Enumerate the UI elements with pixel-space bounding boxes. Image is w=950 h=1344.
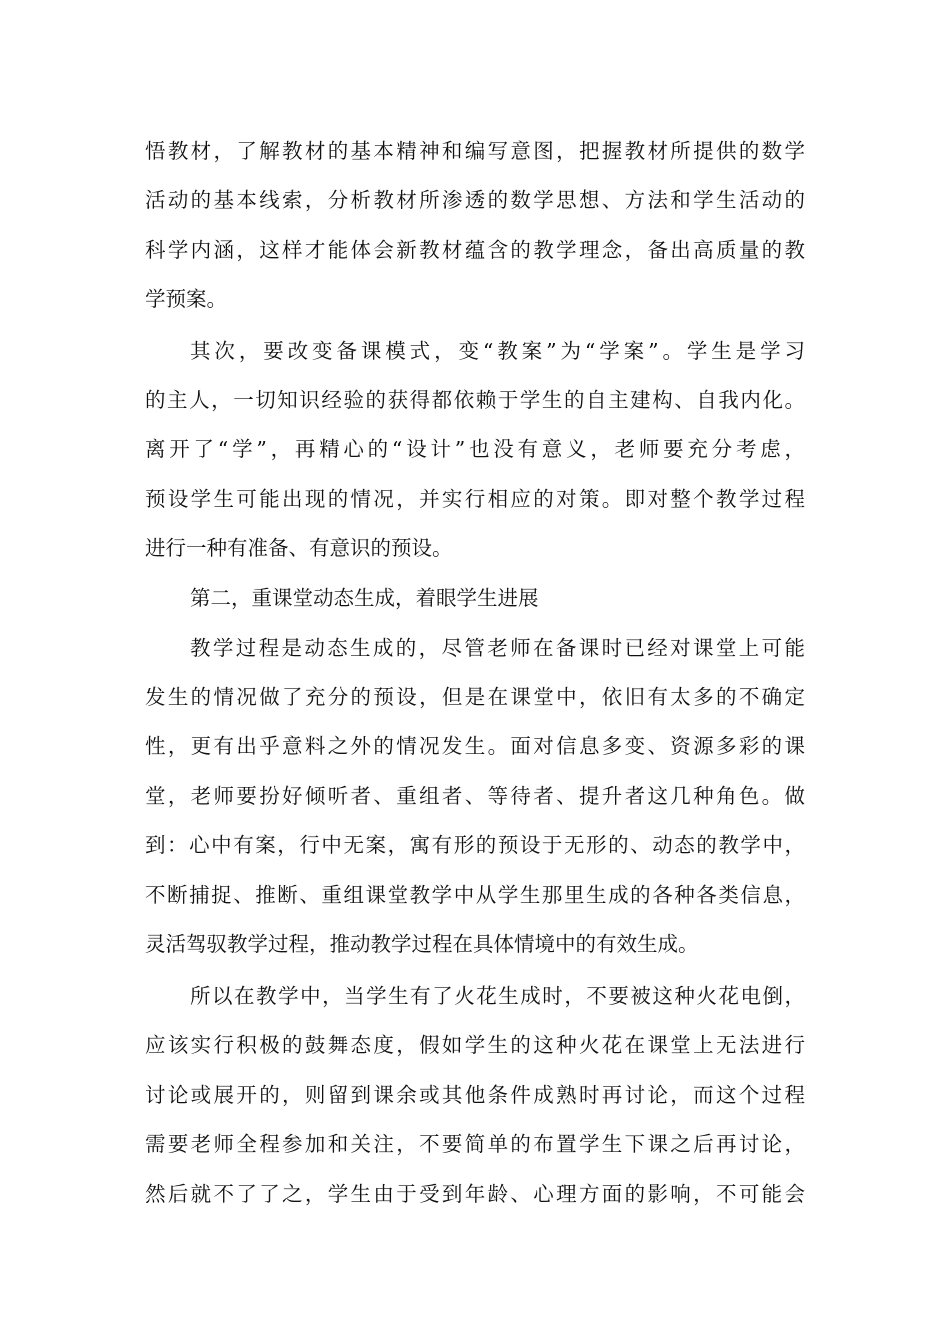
text-line-4: 学预案。 <box>145 287 227 311</box>
text-line-12: 发生的情况做了充分的预设，但是在课堂中，依旧有太多的不确定 <box>145 685 805 709</box>
text-line-17: 灵活驾驭教学过程，推动教学过程在具体情境中的有效生成。 <box>145 932 699 956</box>
text-line-1: 悟教材，了解教材的基本精神和编写意图，把握教材所提供的数学 <box>145 139 805 163</box>
text-line-20: 讨论或展开的，则留到课余或其他条件成熟时再讨论，而这个过程 <box>145 1083 805 1107</box>
text-line-7: 离开了“学”，再精心的“设计”也没有意义，老师要充分考虑， <box>145 437 805 461</box>
text-line-18: 所以在教学中，当学生有了火花生成时，不要被这种火花电倒， <box>190 984 805 1008</box>
text-line-11: 教学过程是动态生成的，尽管老师在备课时已经对课堂上可能 <box>190 636 805 660</box>
text-line-9: 进行一种有准备、有意识的预设。 <box>145 536 453 560</box>
text-line-16: 不断捕捉、推断、重组课堂教学中从学生那里生成的各种各类信息， <box>145 883 805 907</box>
text-line-21: 需要老师全程参加和关注，不要简单的布置学生下课之后再讨论， <box>145 1132 805 1156</box>
text-line-13: 性，更有出乎意料之外的情况发生。面对信息多变、资源多彩的课 <box>145 734 805 758</box>
text-line-2: 活动的基本线索，分析教材所渗透的数学思想、方法和学生活动的 <box>145 188 805 212</box>
text-line-22: 然后就不了了之，学生由于受到年龄、心理方面的影响，不可能会 <box>145 1182 805 1206</box>
text-line-8: 预设学生可能出现的情况，并实行相应的对策。即对整个教学过程 <box>145 487 805 511</box>
text-line-19: 应该实行积极的鼓舞态度，假如学生的这种火花在课堂上无法进行 <box>145 1033 805 1057</box>
text-line-3: 科学内涵，这样才能体会新教材蕴含的教学理念，备出高质量的教 <box>145 238 805 262</box>
text-line-6: 的主人，一切知识经验的获得都依赖于学生的自主建构、自我内化。 <box>145 388 805 412</box>
text-line-15: 到：心中有案，行中无案，寓有形的预设于无形的、动态的教学中， <box>145 833 805 857</box>
text-line-14: 堂，老师要扮好倾听者、重组者、等待者、提升者这几种角色。做 <box>145 784 805 808</box>
text-line-5: 其次，要改变备课模式，变“教案”为“学案”。学生是学习 <box>190 339 805 363</box>
section-heading: 第二，重课堂动态生成，着眼学生进展 <box>190 586 539 610</box>
